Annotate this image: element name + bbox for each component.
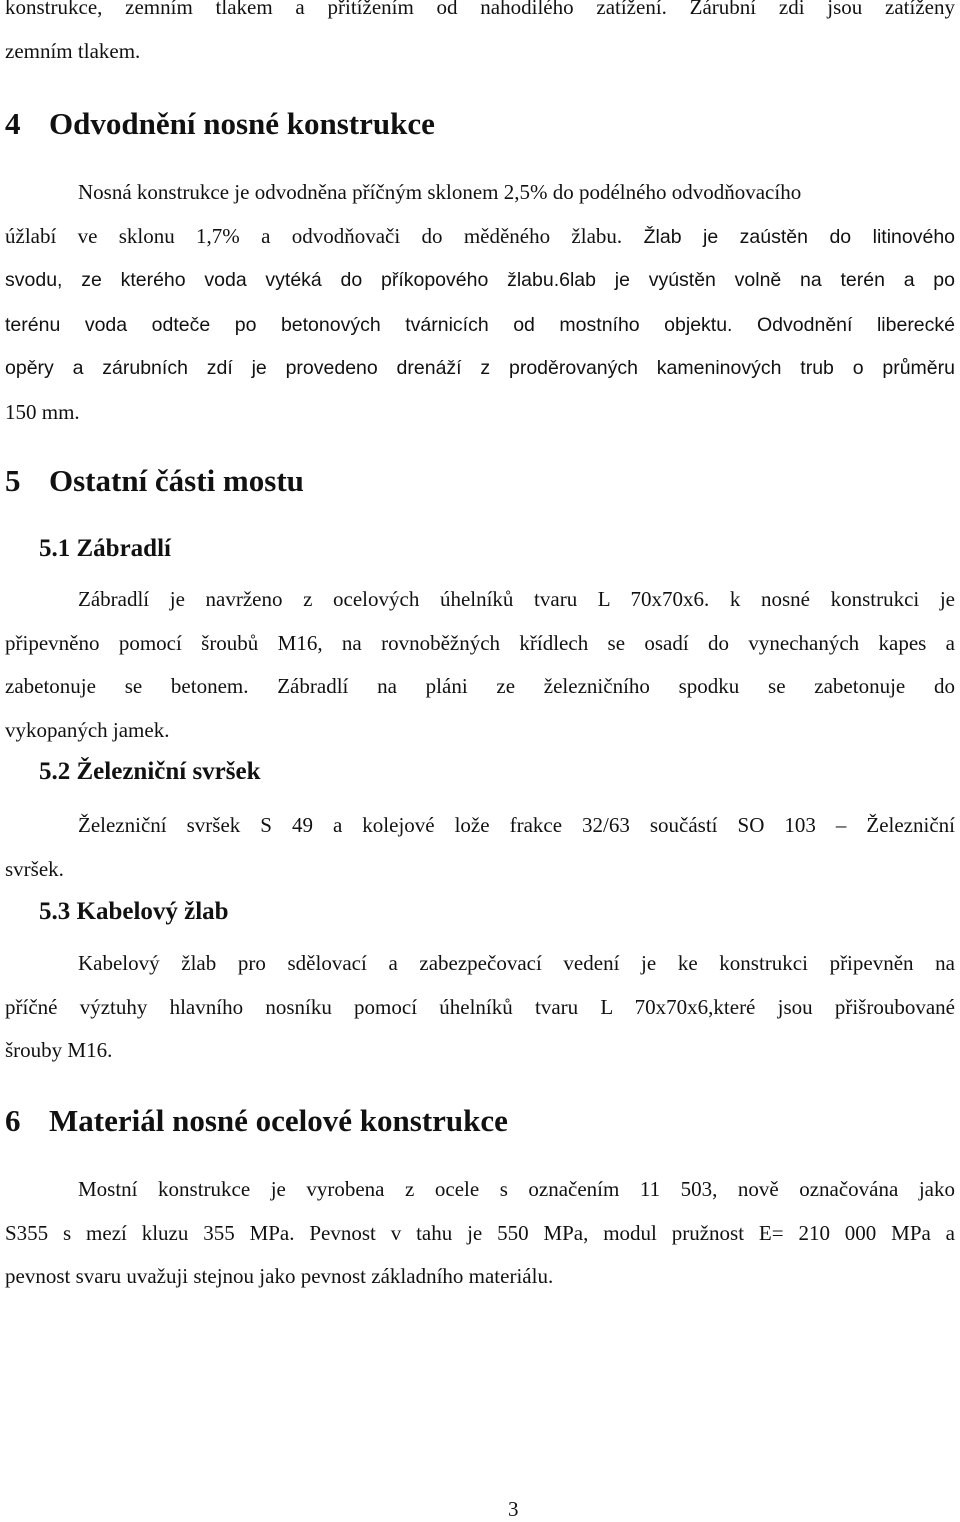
subsection-5-1-line-3: zabetonuje se betonem. Zábradlí na pláni ze železničního spodku se zabetonuje do <box>5 674 955 699</box>
intro-line-1: konstrukce, zemním tlakem a přitížením od nahodilého zatížení. Zárubní zdi jsou zatíženy <box>5 0 955 19</box>
subsection-5-2-number: 5.2 <box>39 758 71 785</box>
section-4-number: 4 <box>5 106 21 141</box>
section-4-line-4: terénu voda odteče po betonových tvárnicích od mostního objektu. Odvodnění liberecké <box>5 313 955 336</box>
subsection-5-3-title: Kabelový žlab <box>76 898 229 925</box>
intro-paragraph <box>5 0 955 73</box>
section-5-title: Ostatní části mostu <box>49 463 304 498</box>
section-4-paragraph <box>5 171 955 435</box>
section-4-line-1: Nosná konstrukce je odvodněna příčným sklonem 2,5% do podélného odvodňovacího <box>78 180 802 204</box>
subsection-5-2-line-2: svršek. <box>5 856 64 881</box>
section-4-line-2: úžlabí ve sklonu 1,7% a odvodňovači do měděného žlabu. Žlab je zaústěn do litinového <box>5 223 956 248</box>
subsection-5-3-paragraph <box>5 942 955 1073</box>
subsection-5-3-number: 5.3 <box>39 898 71 925</box>
subsection-5-1-title: Zábradlí <box>76 535 171 562</box>
subsection-5-1-paragraph <box>5 578 955 752</box>
section-4-title: Odvodnění nosné konstrukce <box>49 106 435 141</box>
subsection-5-2-line-1: Železniční svršek S 49 a kolejové lože frakce 32/63 součástí SO 103 – Železniční <box>78 813 955 837</box>
section-6-heading <box>5 1103 508 1139</box>
subsection-5-2-paragraph <box>5 804 955 891</box>
subsection-5-3-line-2: příčné výztuhy hlavního nosníku pomocí úhelníků tvaru L 70x70x6,které jsou přišroubované <box>5 994 955 1019</box>
section-4-line-6: 150 mm. <box>5 399 80 424</box>
intro-line-2: zemním tlakem. <box>5 38 141 63</box>
subsection-5-3-heading <box>39 898 229 926</box>
section-6-paragraph <box>5 1168 955 1299</box>
section-6-title: Materiál nosné ocelové konstrukce <box>49 1103 508 1138</box>
subsection-5-1-heading <box>39 535 171 563</box>
section-5-number: 5 <box>5 463 21 498</box>
section-6-line-2: S355 s mezí kluzu 355 MPa. Pevnost v tahu je 550 MPa, modul pružnost E= 210 000 MPa a <box>5 1220 955 1245</box>
subsection-5-1-number: 5.1 <box>39 535 71 562</box>
page-number: 3 <box>508 1497 519 1521</box>
subsection-5-1-line-1: Zábradlí je navrženo z ocelových úhelníků tvaru L 70x70x6. k nosné konstrukci je <box>78 587 955 611</box>
section-4-line-3: svodu, ze kterého voda vytéká do příkopového žlabu.6lab je vyústěn volně na terén a po <box>5 269 955 292</box>
section-6-line-3: pevnost svaru uvažuji stejnou jako pevnost základního materiálu. <box>5 1264 554 1289</box>
section-5-heading <box>5 463 304 499</box>
subsection-5-2-title: Železniční svršek <box>76 758 261 785</box>
subsection-5-2-heading <box>39 758 261 786</box>
section-6-line-1: Mostní konstrukce je vyrobena z ocele s označením 11 503, nově označována jako <box>78 1177 955 1201</box>
section-4-heading <box>5 106 435 142</box>
subsection-5-1-line-4: vykopaných jamek. <box>5 717 170 742</box>
subsection-5-3-line-3: šrouby M16. <box>5 1038 113 1063</box>
section-6-number: 6 <box>5 1103 21 1138</box>
subsection-5-1-line-2: připevněno pomocí šroubů M16, na rovnoběžných křídlech se osadí do vynechaných kapes a <box>5 630 955 655</box>
section-4-line-5: opěry a zárubních zdí je provedeno drenáží z proděrovaných kameninových trub o průměru <box>5 357 955 380</box>
subsection-5-3-line-1: Kabelový žlab pro sdělovací a zabezpečovací vedení je ke konstrukci připevněn na <box>78 951 955 975</box>
